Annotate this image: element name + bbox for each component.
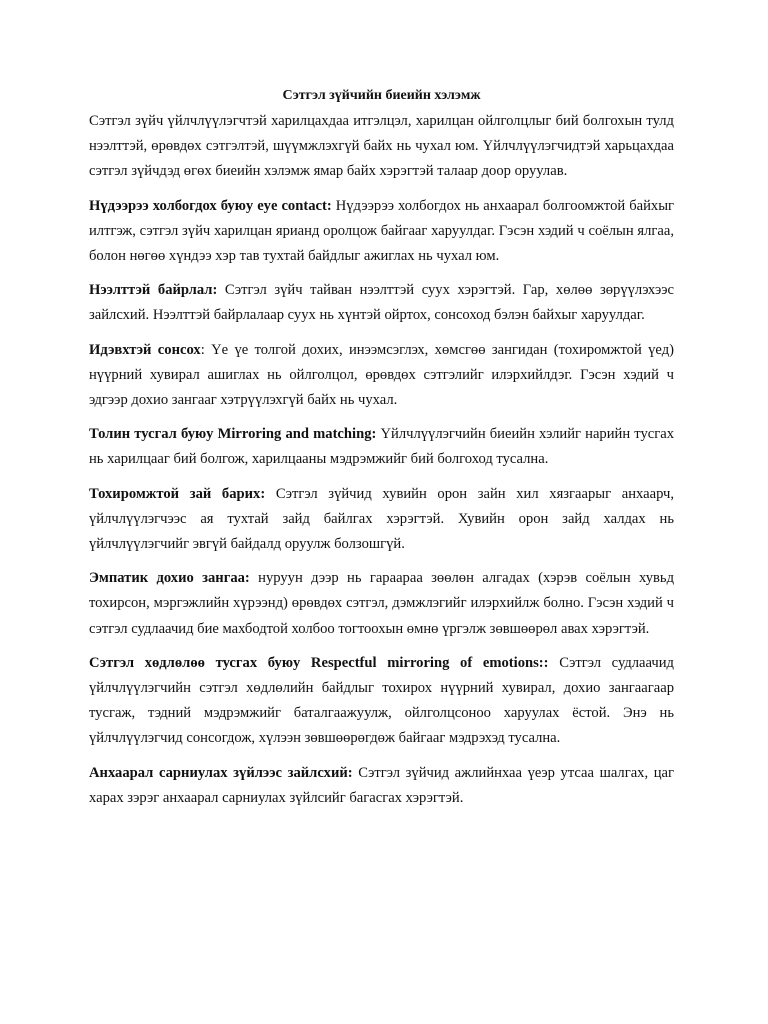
document-title: Сэтгэл зүйчийн биеийн хэлэмж xyxy=(282,88,481,103)
section-avoid-distractions xyxy=(89,761,674,811)
section-heading: Толин тусгал буюу Mirroring and matching: xyxy=(89,426,377,443)
section-text: нуруун дээр нь гараараа зөөлөн алгадах (хэрэв соёлын хувьд тохирсон, мэргэжлийн хүрээнд) өрөвдөх сэтгэл, дэмжлэгийг илэрхийлж болно. Гэсэн хэдий ч сэтгэл судлаачид бие махбодтой холбоо тогтоохын өмнө үргэлж зөвшөөрөл авах хэрэгтэй. xyxy=(89,570,674,637)
document-page xyxy=(89,84,674,820)
intro-paragraph: Сэтгэл зүйч үйлчлүүлэгчтэй харилцахдаа итгэлцэл, харилцан ойлголцлыг бий болгохын тулд нээлттэй, өрөвдөх сэтгэлтэй, шүүмжлэхгүй байх нь чухал юм. Үйлчлүүлэгчидтэй харьцахдаа сэтгэл зүйчдэд өгөх биеийн хэлэмж ямар байх хэрэгтэй талаар доор оруулав. xyxy=(89,113,674,180)
section-heading: Эмпатик дохио зангаа: xyxy=(89,570,250,587)
section-eye-contact xyxy=(89,194,674,270)
section-heading: Нээлттэй байрлал: xyxy=(89,282,218,299)
section-text: Сэтгэл зүйч тайван нээлттэй суух хэрэгтэй. Гар, хөлөө зөрүүлэхээс зайлсхий. Нээлттэй байрлалаар суух нь хүнтэй ойртох, сонсоход бэлэн байхыг харуулдаг. xyxy=(89,282,675,324)
section-text: Сэтгэл судлаачид үйлчлүүлэгчийн сэтгэл хөдлөлийн байдлыг тохирох нүүрний хувирал, дохио зангаагаар тусгаж, тэдний мэдрэмжийг баталгаажуулж, ойлголцсоноо харуулах ёстой. Энэ нь үйлчлүүлэгчид сонсогдож, хүлээн зөвшөөрөгдөж байгааг мэдрэхэд тусална. xyxy=(89,654,674,747)
section-heading: Идэвхтэй сонсох xyxy=(89,341,201,358)
section-heading: Сэтгэл хөдлөлөө тусгах буюу Respectful mirroring of emotions:: xyxy=(89,654,549,671)
section-open-posture xyxy=(89,278,674,328)
section-text: Сэтгэл зүйчид хувийн орон зайн хил хязгаарыг анхаарч, үйлчлүүлэгчээс ая тухтай зайд байлгах хэрэгтэй. Хувийн орон зайд халдах нь үйлчлүүлэгчийг эвгүй байдалд оруулж болзошгүй. xyxy=(89,485,675,553)
section-empathic-gestures xyxy=(89,566,674,642)
section-personal-space xyxy=(89,482,674,558)
section-mirroring xyxy=(89,422,674,472)
section-text: Сэтгэл зүйчид ажлийнхаа үеэр утсаа шалгах, цаг харах зэрэг анхаарал сарниулах зүйлсийг багасгах хэрэгтэй. xyxy=(89,764,674,806)
section-text: : Үе үе толгой дохих, инээмсэглэх, хөмсгөө зангидан (тохиромжтой үед) нүүрний хувирал ашиглах нь ойлголцол, өрөвдөх сэтгэлийг илэрхийлдэг. Гэсэн хэдий ч эдгээр дохио зангааг хэтрүүлэхгүй байх нь чухал. xyxy=(89,341,674,409)
section-text: Нүдээрээ холбогдох нь анхаарал болгоомжтой байхыг илтгэж, сэтгэл зүйч харилцан ярианд оролцож байгааг харуулдаг. Гэсэн хэдий ч соёлын ялгаа, болон нөгөө хүндээ хэр тав тухтай байдлыг ажиглах нь чухал юм. xyxy=(89,197,675,265)
section-heading: Тохиромжтой зай барих: xyxy=(89,485,266,502)
section-mirroring-emotions xyxy=(89,651,674,752)
section-heading: Анхаарал сарниулах зүйлээс зайлсхий: xyxy=(89,764,353,781)
section-active-listening xyxy=(89,338,674,414)
section-heading: Нүдээрээ холбогдох буюу eye contact: xyxy=(89,197,332,214)
section-text: Үйлчлүүлэгчийн биеийн хэлийг нарийн тусгах нь харилцааг бий болгож, харилцааны мэдрэмжийг бий болгоход тусална. xyxy=(89,426,674,468)
